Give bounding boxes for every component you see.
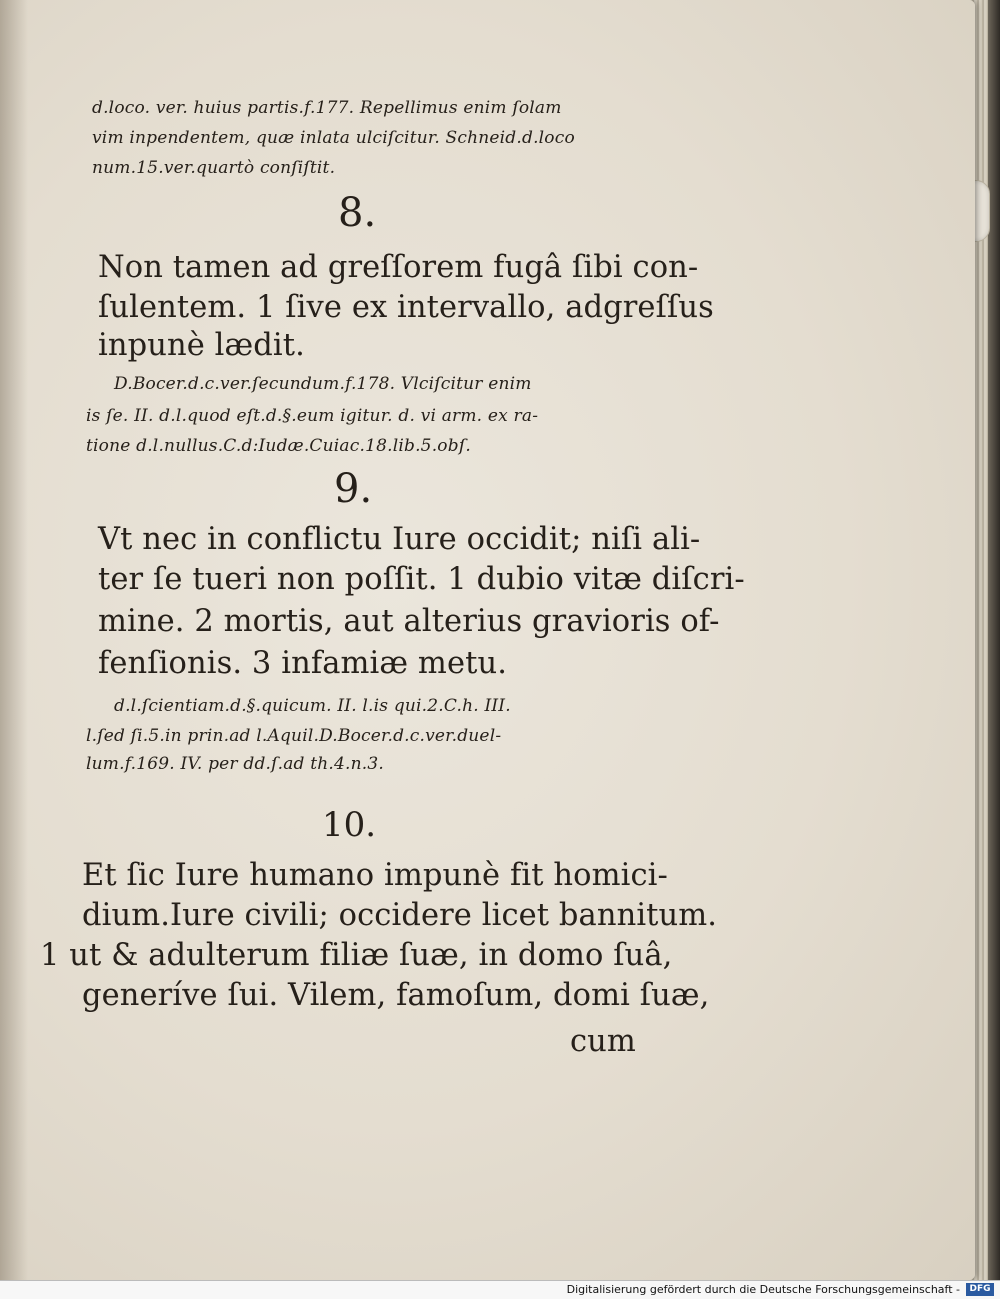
section-text-line: mine. 2 mortis, aut alterius gravioris of-: [98, 604, 720, 639]
section-number: 9.: [334, 466, 373, 512]
dfg-logo: DFG: [966, 1283, 994, 1296]
note-line: lum.f.169. IV. per dd.ſ.ad th.4.n.3.: [86, 754, 385, 774]
funding-notice: Digitalisierung gefördert durch die Deutsche Forschungsgemeinschaft -: [566, 1283, 960, 1296]
note-line: D.Bocer.d.c.ver.ſecundum.f.178. Vlciſcitur enim: [114, 374, 532, 394]
note-line: l.ſed ſi.5.in prin.ad l.Aquil.D.Bocer.d.c.ver.duel-: [86, 726, 502, 746]
section-text-line: ſulentem. 1 ſive ex intervallo, adgreſſus: [98, 290, 714, 325]
section-text-line: ter ſe tueri non poſſit. 1 dubio vitæ diſcri-: [98, 562, 745, 597]
note-line: num.15.ver.quartò conſiſtit.: [92, 158, 336, 178]
gutter-shadow: [0, 0, 28, 1280]
section-text-line: fenſionis. 3 infamiæ metu.: [98, 646, 508, 681]
section-text-line: generíve ſui. Vilem, famoſum, domi ſuæ,: [82, 978, 710, 1013]
section-text-line: Vt nec in conflictu Iure occidit; niſi ali-: [98, 522, 701, 557]
section-text-line: Et ſic Iure humano impunè fit homici-: [82, 858, 668, 893]
section-number: 10.: [322, 805, 377, 845]
section-text-line: Non tamen ad greſſorem fugâ ſibi con-: [98, 250, 699, 285]
note-line: tione d.l.nullus.C.d:Iudæ.Cuiac.18.lib.5.obſ.: [86, 436, 471, 456]
catchword: cum: [570, 1024, 636, 1059]
digitization-footer: [0, 1280, 1000, 1299]
section-text-line: 1 ut & adulterum filiæ ſuæ, in domo ſuâ,: [40, 938, 673, 973]
section-number: 8.: [338, 190, 377, 236]
note-line: vim inpendentem, quæ inlata ulciſcitur. Schneid.d.loco: [92, 128, 575, 148]
section-text-line: dium.Iure civili; occidere licet bannitum.: [82, 898, 718, 933]
section-text-line: inpunè lædit.: [98, 328, 305, 363]
note-line: is ſe. II. d.l.quod eſt.d.§.eum igitur. d. vi arm. ex ra-: [86, 406, 539, 426]
note-line: d.l.ſcientiam.d.§.quicum. II. l.is qui.2.C.h. III.: [114, 696, 511, 716]
note-line: d.loco. ver. huius partis.f.177. Repellimus enim ſolam: [92, 98, 562, 118]
